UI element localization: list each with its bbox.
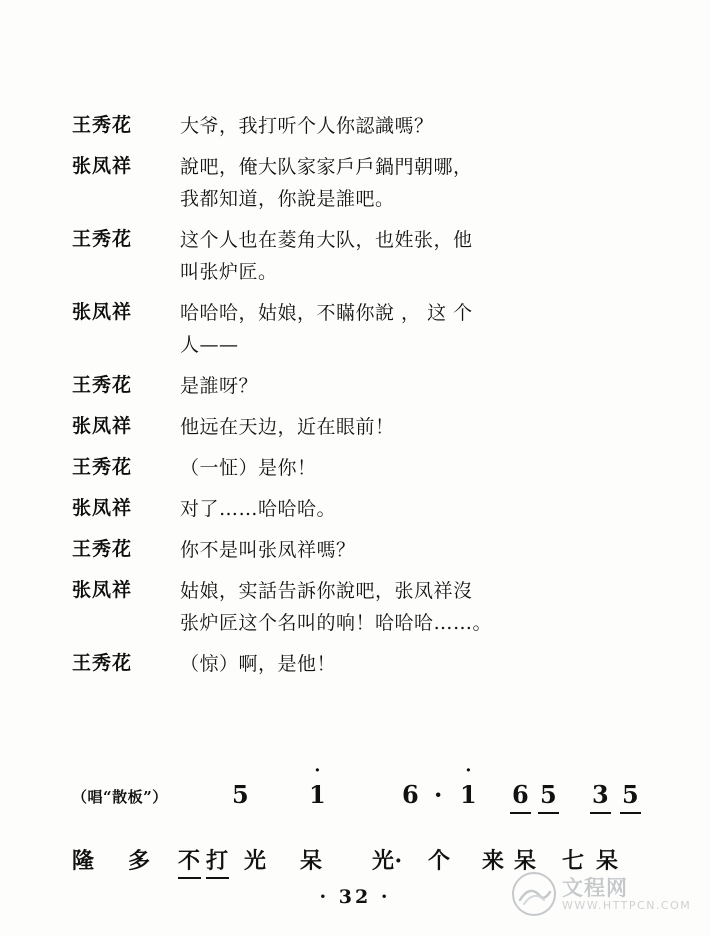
speech-line-1: 說吧，俺大队家家戶戶鍋門朝哪， <box>180 156 473 178</box>
lyric-char: 光· <box>372 848 403 874</box>
lyric-char: 光 <box>244 848 267 874</box>
beam-line <box>620 812 641 814</box>
octave-dot-icon: · <box>314 760 321 781</box>
speech-line-1: （一怔）是你！ <box>180 457 317 479</box>
dialogue-line <box>72 224 632 288</box>
speech-line-2: 张炉匠这个名叫的响！哈哈哈……。 <box>180 612 493 634</box>
speech-line-1: 他远在天边，近在眼前！ <box>180 416 395 438</box>
speech-text <box>180 534 632 566</box>
lyric-char: 呆 <box>514 848 537 874</box>
dialogue-line <box>72 110 632 142</box>
speech-line-1: 是誰呀？ <box>180 375 259 397</box>
speaker-name: 张凤祥 <box>72 301 133 323</box>
dialogue-line <box>72 575 632 639</box>
dialogue-line <box>72 534 632 566</box>
lyric-char: 七 <box>562 848 585 874</box>
singing-cue: （唱“散板”） <box>72 788 168 806</box>
speech-text <box>180 151 632 215</box>
beam-line <box>590 812 611 814</box>
lyric-char: 个 <box>428 848 451 874</box>
octave-dot-icon: · <box>465 760 472 781</box>
speech-text <box>180 575 632 639</box>
dialogue-line <box>72 493 632 525</box>
note-5: 6 <box>512 780 529 809</box>
lyric-char: 不 <box>178 844 201 875</box>
note-7: 3 <box>592 780 609 809</box>
numbered-notation-row <box>72 760 652 826</box>
speech-text <box>180 493 632 525</box>
speaker-name: 王秀花 <box>72 228 133 250</box>
speech-line-1: 哈哈哈，姑娘，不瞞你說 ， 这 个 <box>180 302 473 324</box>
dialogue-line <box>72 151 632 215</box>
speaker-name: 张凤祥 <box>72 155 133 177</box>
watermark <box>510 866 700 922</box>
watermark-text <box>562 876 691 911</box>
speech-line-1: 对了……哈哈哈。 <box>180 498 337 520</box>
lyric-char: 打 <box>206 844 229 875</box>
lyric-char: 多 <box>128 848 151 874</box>
lyric-char: 呆 <box>596 848 619 874</box>
speaker-name: 王秀花 <box>72 374 133 396</box>
speech-line-1: 这个人也在菱角大队，也姓张，他 <box>180 229 473 251</box>
note-4: · 1 <box>460 760 477 809</box>
dialogue-block <box>72 110 632 689</box>
speaker-name: 张凤祥 <box>72 579 133 601</box>
speaker-name: 王秀花 <box>72 114 133 136</box>
note-dot-after: · <box>434 780 443 809</box>
dialogue-line <box>72 370 632 402</box>
dialogue-line <box>72 648 632 680</box>
speech-line-2: 叫张炉匠。 <box>180 261 278 283</box>
lyric-char: 来 <box>482 848 505 874</box>
speech-line-1: 你不是叫张凤祥嗎？ <box>180 539 356 561</box>
speech-text <box>180 411 632 443</box>
lyric-char: 呆 <box>300 848 323 874</box>
speech-line-1: （惊）啊，是他！ <box>180 653 337 675</box>
beam-line <box>538 812 559 814</box>
note-3: 6 <box>402 780 419 809</box>
speech-text <box>180 452 632 484</box>
speech-line-2: 我都知道，你說是誰吧。 <box>180 188 395 210</box>
lyric-underline <box>178 877 201 879</box>
speaker-name: 张凤祥 <box>72 415 133 437</box>
speaker-name: 王秀花 <box>72 538 133 560</box>
dialogue-line <box>72 452 632 484</box>
speech-text <box>180 110 632 142</box>
speaker-name: 王秀花 <box>72 456 133 478</box>
watermark-logo-icon <box>510 870 558 918</box>
watermark-title: 文程网 <box>562 875 628 901</box>
page-number: · 32 · <box>319 886 391 908</box>
note-1: 5 <box>232 780 249 809</box>
speech-line-1: 大爷，我打听个人你認識嗎？ <box>180 115 434 137</box>
beam-line <box>510 812 531 814</box>
speech-text <box>180 370 632 402</box>
note-8: 5 <box>622 780 639 809</box>
speech-line-2: 人—— <box>180 334 239 356</box>
speaker-name: 张凤祥 <box>72 497 133 519</box>
speech-line-1: 姑娘，实話告訴你說吧，张凤祥沒 <box>180 580 473 602</box>
speech-text <box>180 297 632 361</box>
speech-text <box>180 224 632 288</box>
speech-text <box>180 648 632 680</box>
speaker-name: 王秀花 <box>72 652 133 674</box>
dialogue-line <box>72 411 632 443</box>
note-6: 5 <box>540 780 557 809</box>
note-2: · 1 <box>309 760 326 809</box>
lyric-char: 隆 <box>72 848 95 874</box>
dialogue-line <box>72 297 632 361</box>
lyric-underline <box>206 877 229 879</box>
watermark-url: WWW.HTTPCN.COM <box>562 898 692 912</box>
